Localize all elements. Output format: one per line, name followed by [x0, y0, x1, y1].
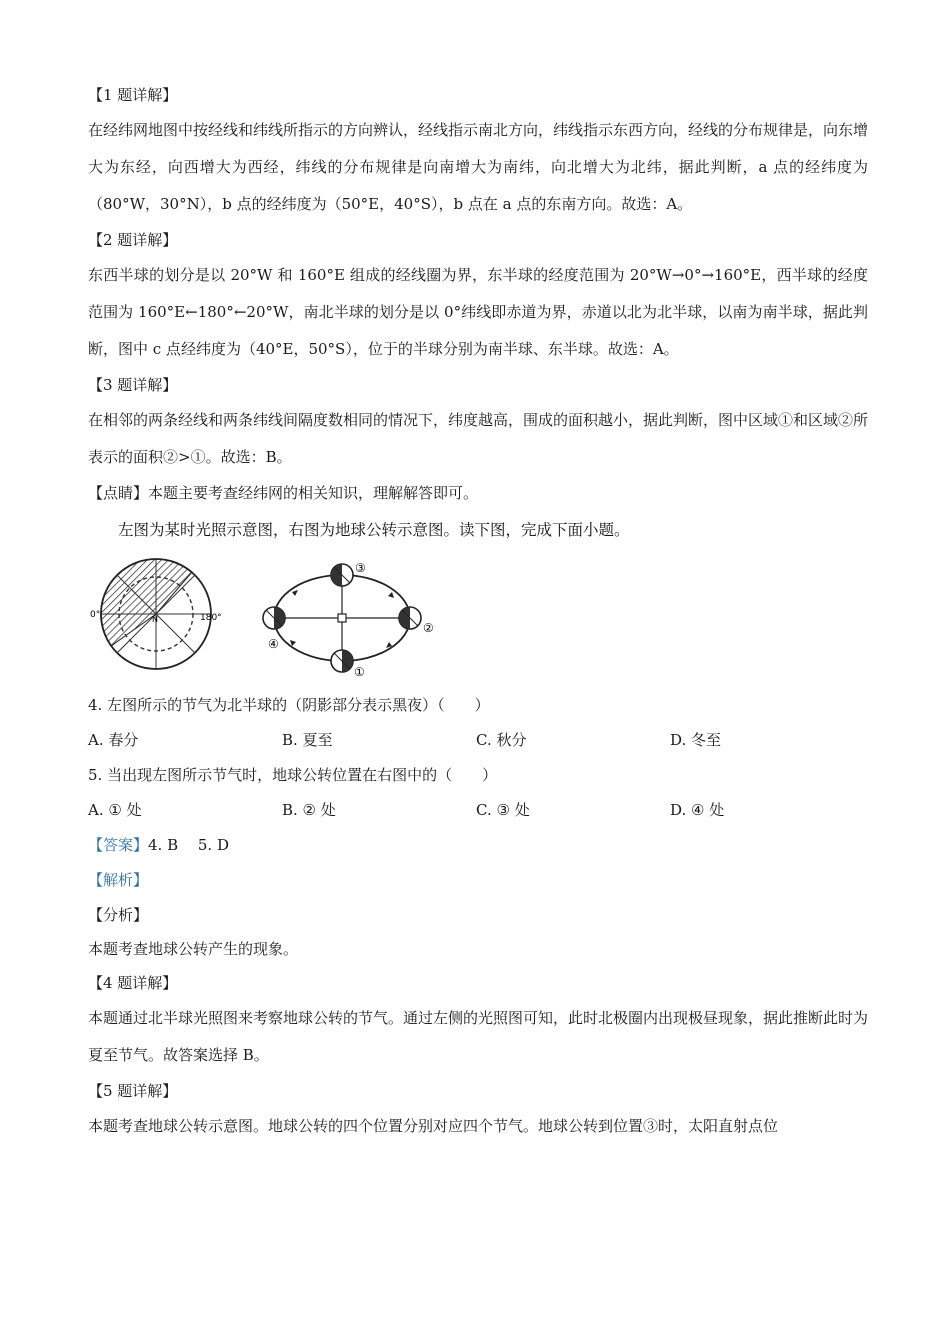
- illumination-diagram: [90, 559, 222, 669]
- answer-text: 4. B 5. D: [148, 836, 229, 854]
- dianjing-note: 【点睛】本题主要考查经纬网的相关知识，理解解答即可。: [88, 484, 479, 502]
- answer-line: [88, 828, 868, 863]
- earth-position-bottom: [331, 650, 353, 672]
- q5-option-b: B. ② 处: [282, 801, 336, 819]
- q5-option-d: D. ④ 处: [670, 801, 725, 819]
- analysis-tag: 【解析】: [88, 871, 149, 889]
- fenxi-heading: 【分析】: [88, 906, 149, 924]
- q2-heading: 【2 题详解】: [88, 231, 178, 249]
- figure-intro: 左图为某时光照示意图，右图为地球公转示意图。读下图，完成下面小题。: [118, 521, 630, 539]
- q3-explanation: 在相邻的两条经线和两条纬线间隔度数相同的情况下，纬度越高，围成的面积越小，据此判断，图中区域①和区域②所表示的面积②>①。故选：B。: [88, 411, 869, 466]
- document-page: [88, 78, 868, 1145]
- q4-option-c: C. 秋分: [476, 731, 527, 749]
- illumination-and-orbit-figures: [90, 554, 476, 682]
- fenxi-text: 本题考查地球公转产生的现象。: [88, 940, 299, 958]
- lon-180-label: 180°: [200, 613, 222, 623]
- q5-detail-heading: 【5 题详解】: [88, 1082, 178, 1100]
- lon-0-label: 0°: [90, 610, 101, 620]
- question-4-options: [88, 723, 868, 758]
- q5-detail-text: 本题考查地球公转示意图。地球公转的四个位置分别对应四个节气。地球公转到位置③时，太阳直射点位: [88, 1117, 779, 1135]
- q4-detail-text: 本题通过北半球光照图来考察地球公转的节气。通过左侧的光照图可知，此时北极圈内出现极昼现象，据此推断此时为夏至节气。故答案选择 B。: [88, 1009, 869, 1064]
- q3-heading: 【3 题详解】: [88, 376, 178, 394]
- question-5: 5. 当出现左图所示节气时，地球公转位置在右图中的（ ）: [88, 766, 498, 784]
- q5-option-a: A. ① 处: [88, 801, 142, 819]
- q4-option-d: D. 冬至: [670, 731, 722, 749]
- question-4: 4. 左图所示的节气为北半球的（阴影部分表示黑夜）（ ）: [88, 696, 490, 714]
- q1-heading: 【1 题详解】: [88, 86, 178, 104]
- q4-detail-heading: 【4 题详解】: [88, 974, 178, 992]
- position-2-label: ②: [423, 621, 434, 635]
- q4-option-b: B. 夏至: [282, 731, 333, 749]
- position-3-label: ③: [355, 561, 366, 575]
- answer-tag: 【答案】: [88, 836, 149, 854]
- q4-option-a: A. 春分: [88, 731, 139, 749]
- q1-explanation: 在经纬网地图中按经线和纬线所指示的方向辨认，经线指示南北方向，纬线指示东西方向，经线的分布规律是，向东增大为东经，向西增大为西经，纬线的分布规律是向南增大为南纬，向北增大为北纬，据此判断，a 点的经纬度为（80°W，30°N），b 点的经纬度为（50°E，40°S），b 点在 a 点的东南方向。故选：A。: [88, 121, 869, 213]
- position-1-label: ①: [354, 665, 365, 679]
- figures: [90, 554, 868, 682]
- north-pole-label: N: [152, 615, 158, 624]
- orbit-diagram: [263, 561, 434, 679]
- question-5-options: [88, 793, 868, 828]
- earth-position-left: [263, 607, 285, 629]
- earth-position-top: [331, 564, 353, 586]
- earth-position-right: [399, 607, 421, 629]
- q5-option-c: C. ③ 处: [476, 801, 530, 819]
- position-4-label: ④: [268, 637, 279, 651]
- q2-explanation: 东西半球的划分是以 20°W 和 160°E 组成的经线圈为界，东半球的经度范围为 20°W→0°→160°E，西半球的经度范围为 160°E←180°←20°W，南北半球的划分是以 0°纬线即赤道为界，赤道以北为北半球，以南为南半球，据此判断，图中 c 点经纬度为（40°E，50°S），位于的半球分别为南半球、东半球。故选：A。: [88, 266, 868, 358]
